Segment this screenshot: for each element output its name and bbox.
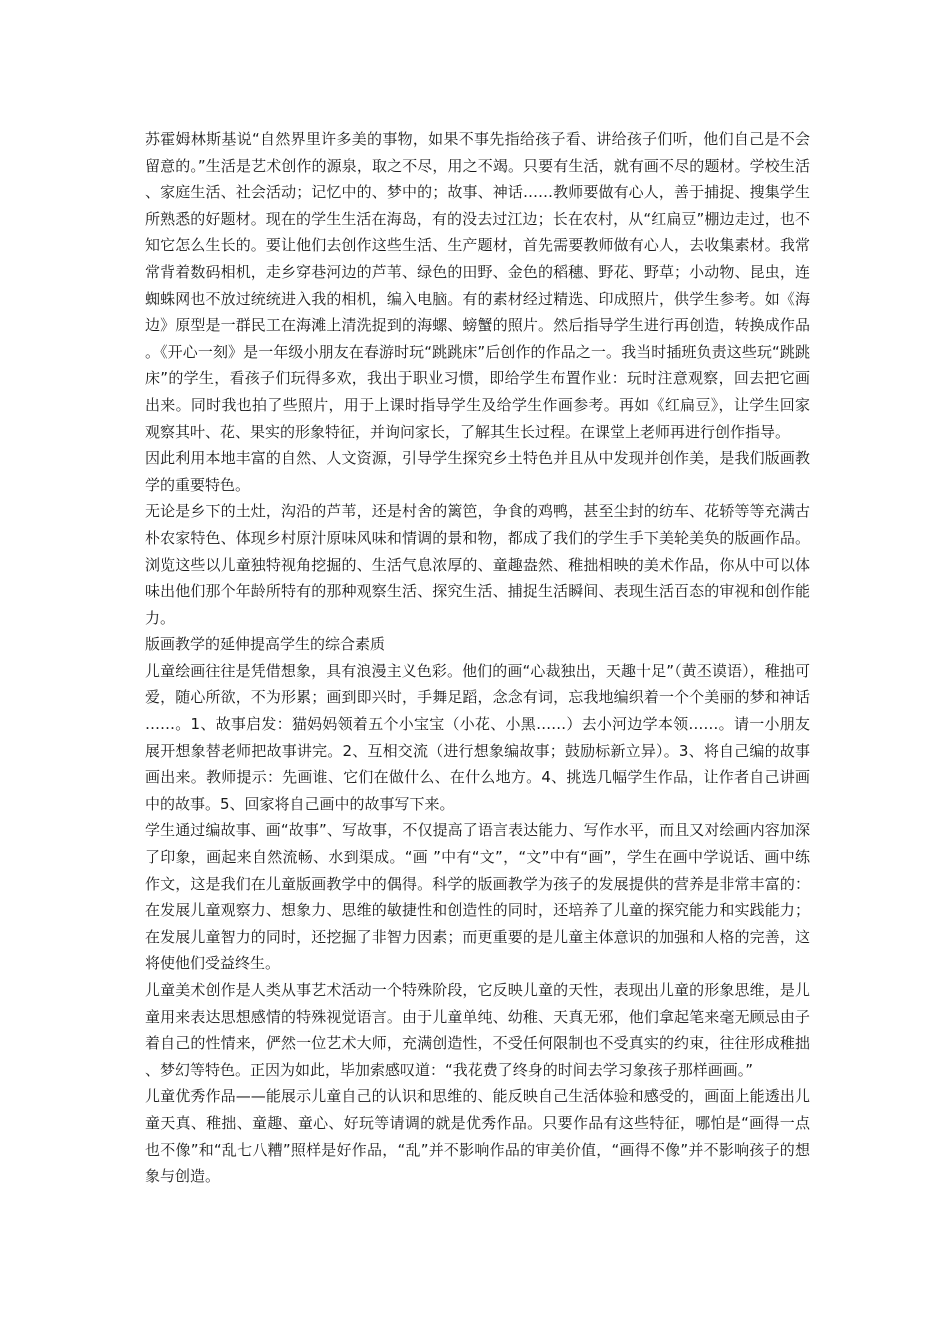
section-heading: 版画教学的延伸提高学生的综合素质 — [145, 635, 386, 654]
paragraph-writing-and-drawing: 学生通过编故事、画“故事”、写故事，不仅提高了语言表达能力、写作水平，而且又对绘画内容加深了印象，画起来自然流畅、水到渠成。“画 ”中有“文”，“文”中有“画”，学生在画中学说话、画中练作文，这是我们在儿童版画教学中的偶得。科学的版画教学为孩子的发展提供的营养是非常丰富的：在发展儿童观察力、想象力、思维的敏捷性和创造性的同时，还培养了儿童的探究能力和实践能力；在发展儿童智力的同时，还挖掘了非智力因素；而更重要的是儿童主体意识的加强和人格的完善，这将使他们受益终生。 — [145, 821, 810, 973]
paragraph-excellent-works: 儿童优秀作品——能展示儿童自己的认识和思维的、能反映自己生活体验和感受的，画面上能透出儿童天真、稚拙、童趣、童心、好玩等请调的就是优秀作品。只要作品有这些特征，哪怕是“画得一点也不像”和“乱七八糟”照样是好作品，“乱”并不影响作品的审美价值，“画得不像”并不影响孩子的想象与创造。 — [145, 1087, 810, 1186]
paragraph-inspiration-from-life: 苏霍姆林斯基说“自然界里许多美的事物，如果不事先指给孩子看、讲给孩子们听，他们自己是不会留意的。”生活是艺术创作的源泉，取之不尽，用之不竭。只要有生活，就有画不尽的题材。学校生活、家庭生活、社会活动；记忆中的、梦中的；故事、神话……教师要做有心人，善于捕捉、搜集学生所熟悉的好题材。现在的学生生活在海岛，有的没去过江边；长在农村，从“红扁豆”棚边走过，也不知它怎么生长的。要让他们去创作这些生活、生产题材，首先需要教师做有心人，去收集素材。我常常背着数码相机，走乡穿巷河边的芦苇、绿色的田野、金色的稻穗、野花、野草；小动物、昆虫，连蜘蛛网也不放过统统进入我的相机，编入电脑。有的素材经过精选、印成照片，供学生参考。如《海边》原型是一群民工在海滩上清洗捉到的海螺、螃蟹的照片。然后指导学生进行再创造，转换成作品。《开心一刻》是一年级小朋友在春游时玩“跳跳床”后创作的作品之一。我当时插班负责这些玩“跳跳床”的学生，看孩子们玩得多欢，我出于职业习惯，即给学生布置作业：玩时注意观察，回去把它画出来。同时我也拍了些照片，用于上课时指导学生及给学生作画参考。再如《红扁豆》，让学生回家观察其叶、花、果实的形象特征，并询问家长，了解其生长过程。在课堂上老师再进行创作指导。 — [145, 130, 810, 441]
paragraph-childrens-art-creation: 儿童美术创作是人类从事艺术活动一个特殊阶段，它反映儿童的天性，表现出儿童的形象思维，是儿童用来表达思想感情的特殊视觉语言。由于儿童单纯、幼稚、天真无邪，他们拿起笔来毫无顾忌由子着自己的性情来，俨然一位艺术大师，充满创造性，不受任何限制也不受真实的约束，往往形成稚拙、梦幻等特色。正因为如此，毕加索感叹道：“我花费了终身的时间去学习象孩子那样画画。” — [145, 981, 810, 1079]
paragraph-local-resources: 因此利用本地丰富的自然、人文资源，引导学生探究乡土特色并且从中发现并创作美，是我们版画教学的重要特色。 — [145, 449, 810, 494]
document-body — [145, 126, 810, 1190]
paragraph-imagination-storytelling: 儿童绘画往往是凭借想象，具有浪漫主义色彩。他们的画“心裁独出，天趣十足”（黄丕谟语），稚拙可爱，随心所欲，不为形累；画到即兴时，手舞足蹈，念念有词，忘我地编织着一个个美丽的梦和神话……。1、故事启发：猫妈妈领着五个小宝宝（小花、小黑……）去小河边学本领……。请一小朋友展开想象替老师把故事讲完。2、互相交流（进行想象编故事；鼓励标新立异）。3、将自己编的故事画出来。教师提示：先画谁、它们在做什么、在什么地方。4、挑选几幅学生作品，让作者自己讲画中的故事。5、回家将自己画中的故事写下来。 — [145, 661, 810, 813]
paragraph-rural-subjects: 无论是乡下的土灶，沟沿的芦苇，还是村舍的篱笆，争食的鸡鸭，甚至尘封的纺车、花轿等等充满古朴农家特色、体现乡村原汁原味风味和情调的景和物，都成了我们的学生手下美轮美奂的版画作品。浏览这些以儿童独特视角挖掘的、生活气息浓厚的、童趣盎然、稚拙相映的美术作品，你从中可以体味出他们那个年龄所特有的那种观察生活、探究生活、捕捉生活瞬间、表现生活百态的审视和创作能力。 — [145, 502, 810, 627]
